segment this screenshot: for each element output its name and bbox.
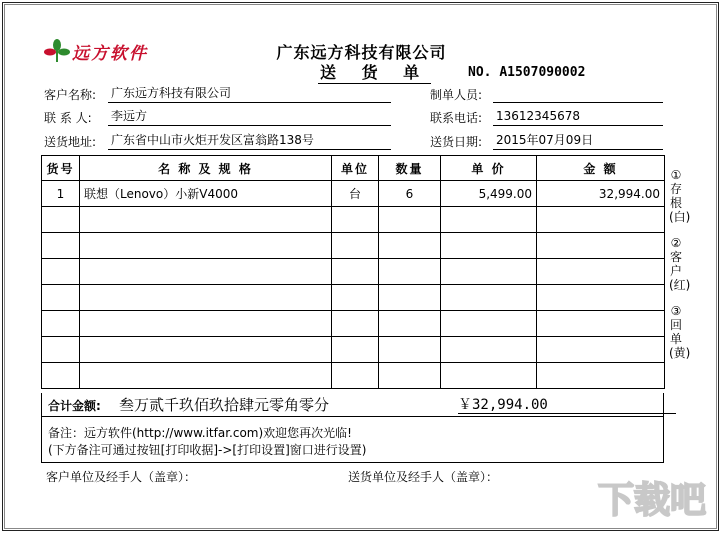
cell-amount (537, 233, 665, 259)
col-header-name: 名 称 及 规 格 (80, 156, 332, 181)
cell-quantity (379, 233, 441, 259)
cell-amount (537, 363, 665, 389)
total-row (41, 393, 664, 417)
company-title: 广东远方科技有限公司 (276, 43, 447, 62)
cell-quantity (379, 337, 441, 363)
address-value: 广东省中山市火炬开发区富翁路138号 (108, 133, 391, 150)
cell-price (441, 259, 537, 285)
table-row (42, 259, 665, 285)
cell-item-no (42, 207, 80, 233)
cell-name (80, 285, 332, 311)
cell-price (441, 285, 537, 311)
sender-signature-label: 送货单位及经手人（盖章）： (348, 470, 499, 484)
cell-amount (537, 207, 665, 233)
document-number (468, 65, 585, 80)
cell-amount (537, 259, 665, 285)
phone-label: 联系电话: (430, 111, 483, 125)
logo-text: 远方软件 (72, 43, 148, 64)
cell-price (441, 207, 537, 233)
table-row (42, 363, 665, 389)
cell-quantity (379, 311, 441, 337)
maker-label: 制单人员: (430, 88, 483, 102)
cell-name (80, 337, 332, 363)
table-header-row (42, 156, 665, 181)
customer-value: 广东远方科技有限公司 (108, 86, 391, 103)
cell-unit (332, 207, 379, 233)
address-field (44, 133, 314, 150)
date-label: 送货日期: (430, 135, 483, 149)
cell-quantity: 6 (379, 181, 441, 207)
cell-unit (332, 363, 379, 389)
table-row (42, 181, 665, 207)
customer-signature-label: 客户单位及经手人（盖章）： (46, 470, 197, 484)
cell-price (441, 233, 537, 259)
cell-item-no (42, 285, 80, 311)
copy-note-receipt: ③回单(黄) (669, 304, 691, 360)
watermark-text: 下载吧 (597, 480, 707, 521)
cell-name (80, 233, 332, 259)
cell-unit (332, 233, 379, 259)
cell-amount (537, 285, 665, 311)
maker-field (430, 86, 482, 103)
cell-price (441, 363, 537, 389)
doc-no-value: A1507090002 (499, 65, 586, 80)
col-header-item-no: 货号 (42, 156, 80, 181)
cell-price: 5,499.00 (441, 181, 537, 207)
remark-box (41, 416, 664, 463)
copy-notes (669, 168, 691, 372)
cell-item-no: 1 (42, 181, 80, 207)
cell-item-no (42, 337, 80, 363)
customer-field (44, 86, 232, 103)
cell-unit (332, 285, 379, 311)
cell-item-no (42, 311, 80, 337)
date-field (430, 133, 594, 150)
contact-value: 李远方 (108, 109, 391, 126)
phone-value: 13612345678 (493, 109, 663, 126)
copy-note-customer: ②客户(红) (669, 236, 691, 292)
cell-amount (537, 311, 665, 337)
cell-unit: 台 (332, 181, 379, 207)
cell-name (80, 259, 332, 285)
cell-unit (332, 311, 379, 337)
contact-field (44, 109, 148, 126)
contact-label: 联 系 人: (44, 111, 92, 125)
cell-price (441, 311, 537, 337)
cell-name (80, 207, 332, 233)
items-table (41, 155, 665, 389)
table-row (42, 285, 665, 311)
table-row (42, 311, 665, 337)
table-row (42, 233, 665, 259)
cell-item-no (42, 259, 80, 285)
cell-name: 联想（Lenovo）小新V4000 (80, 181, 332, 207)
col-header-amount: 金 额 (537, 156, 665, 181)
cell-unit (332, 259, 379, 285)
cell-quantity (379, 207, 441, 233)
phone-field (430, 109, 580, 126)
doc-no-label: NO. (468, 65, 492, 80)
customer-label: 客户名称: (44, 88, 97, 102)
cell-quantity (379, 363, 441, 389)
date-value: 2015年07月09日 (493, 133, 663, 150)
document-title: 送 货 单 (320, 63, 430, 82)
remark-line-2: (下方备注可通过按钮[打印收据]->[打印设置]窗口进行设置) (48, 443, 367, 457)
cell-quantity (379, 285, 441, 311)
cell-quantity (379, 259, 441, 285)
table-row (42, 207, 665, 233)
col-header-quantity: 数量 (379, 156, 441, 181)
cell-name (80, 363, 332, 389)
address-label: 送货地址: (44, 135, 97, 149)
cell-name (80, 311, 332, 337)
table-row (42, 337, 665, 363)
remark-line-1: 备注：远方软件(http://www.itfar.com)欢迎您再次光临! (48, 426, 352, 440)
cell-price (441, 337, 537, 363)
total-label: 合计金额: (48, 399, 101, 413)
col-header-unit: 单位 (332, 156, 379, 181)
watermark-logo (588, 472, 716, 528)
cell-unit (332, 337, 379, 363)
total-amount-words: 叁万贰千玖佰玖拾肆元零角零分 (119, 396, 330, 414)
cell-item-no (42, 233, 80, 259)
total-amount-number: ￥32,994.00 (458, 394, 676, 414)
cell-amount: 32,994.00 (537, 181, 665, 207)
maker-value (493, 86, 663, 103)
cell-amount (537, 337, 665, 363)
col-header-price: 单 价 (441, 156, 537, 181)
copy-note-stub: ①存根(白) (669, 168, 691, 224)
cell-item-no (42, 363, 80, 389)
